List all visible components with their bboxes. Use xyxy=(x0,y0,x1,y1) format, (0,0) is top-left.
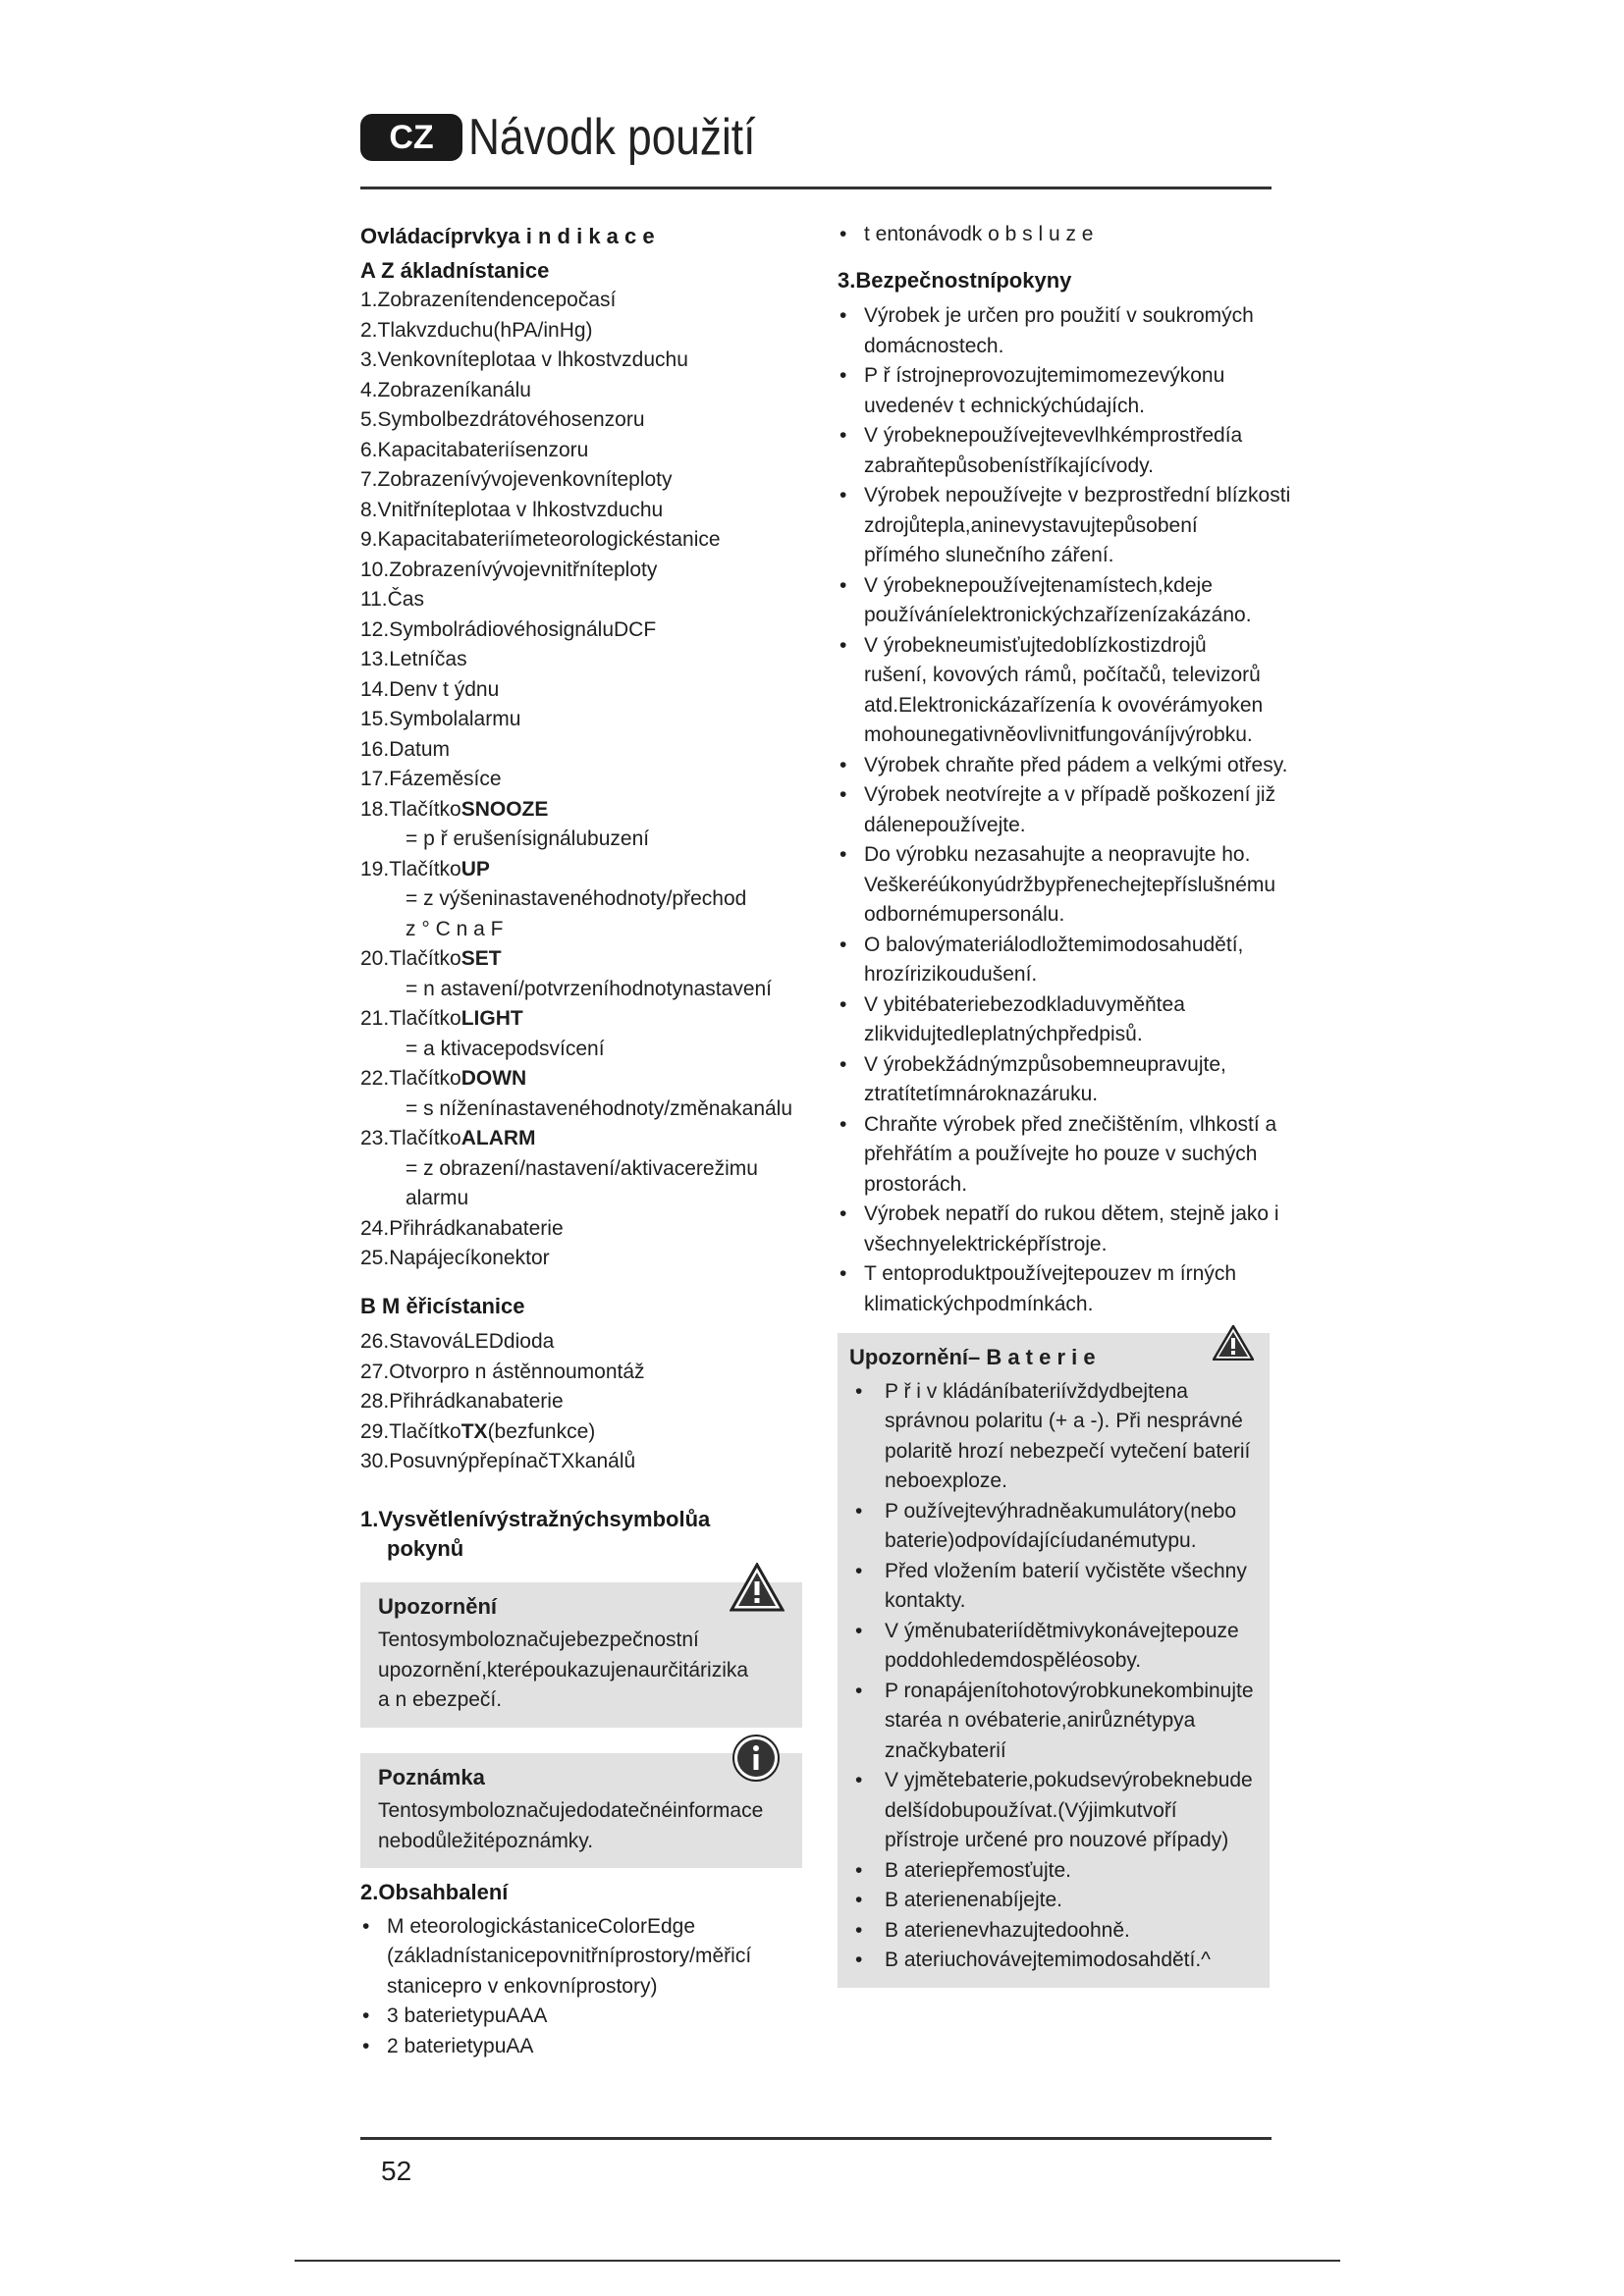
note-box xyxy=(360,1753,802,1869)
safety-item-line: odbornémupersonálu. xyxy=(864,903,1065,926)
battery-item-line: • V yjmětebaterie,pokudsevýrobeknebude xyxy=(885,1769,1253,1791)
warning-text xyxy=(378,1626,785,1716)
list-item: 11.Čas xyxy=(360,588,424,611)
battery-item xyxy=(849,1557,1254,1617)
section-1-heading: 1.Vysvětlenívýstražnýchsymbolůa xyxy=(360,1506,711,1531)
safety-item xyxy=(838,481,1291,571)
language-badge: CZ xyxy=(360,114,462,161)
note-text-line: Tentosymboloznačujedodatečnéinformace xyxy=(378,1799,764,1822)
button-light-item: 21.TlačítkoLIGHT xyxy=(360,1007,523,1030)
battery-item-line: správnou polaritu (+ a -). Při nesprávné xyxy=(885,1410,1243,1432)
safety-item-line: hrozírizikoudušení. xyxy=(864,963,1038,986)
safety-item xyxy=(838,751,1288,781)
button-snooze-desc: = p ř erušenísignálubuzení xyxy=(406,828,650,850)
safety-item-line: atd.Elektronickázařízenía k ovovérámyoken xyxy=(864,693,1264,717)
list-item: 17.Fázeměsíce xyxy=(360,768,502,790)
package-item-line: • 2 baterietypuAA xyxy=(387,2034,534,2057)
base-station-list xyxy=(360,286,802,795)
battery-item xyxy=(849,1766,1254,1856)
safety-item-line: všechnyelektricképřístroje. xyxy=(864,1232,1108,1255)
base-station-heading: A Z ákladnístanice xyxy=(360,257,550,283)
list-item: 24.Přihrádkanabaterie xyxy=(360,1216,564,1240)
battery-item-line: polaritě hrozí nebezpečí vytečení baterií xyxy=(885,1439,1251,1463)
battery-warning-title: Upozornění– B a t e r i e xyxy=(849,1345,1096,1369)
battery-item xyxy=(849,1617,1254,1677)
safety-item-line: • P ř ístrojneprovozujtemimomezevýkonu xyxy=(864,364,1225,387)
package-list xyxy=(360,1912,802,2062)
safety-item-line: přímého slunečního záření. xyxy=(864,544,1114,566)
safety-item-line: • O balovýmateriálodložtemimodosahudětí, xyxy=(864,933,1244,956)
battery-item-line: • V ýměnubateriídětmivykonávejtepouze xyxy=(885,1619,1239,1642)
safety-item-line: mohounegativněovlivnitfungováníjvýrobku. xyxy=(864,723,1253,746)
battery-item xyxy=(849,1946,1254,1976)
footer-divider xyxy=(360,2137,1272,2140)
safety-item-line: ztratítetímnároknazáruku. xyxy=(864,1083,1099,1105)
battery-item-line: • P ř i v kládáníbateriívždydbejtena xyxy=(885,1379,1188,1403)
warning-triangle-icon xyxy=(730,1563,785,1612)
safety-item-line: uvedenév t echnickýchúdajích. xyxy=(864,394,1146,417)
button-snooze-item: 18.TlačítkoSNOOZE xyxy=(360,797,549,821)
list-item: 4.Zobrazeníkanálu xyxy=(360,378,531,401)
note-text-line: nebodůležitépoznámky. xyxy=(378,1829,594,1852)
list-item: 12.SymbolrádiovéhosignáluDCF xyxy=(360,617,657,641)
safety-item-line: • Chraňte výrobek před znečištěním, vlhkostí a xyxy=(864,1112,1277,1136)
battery-warning-box xyxy=(838,1333,1270,1988)
button-tx-item: 29.TlačítkoTX(bezfunkce) xyxy=(360,1419,596,1443)
warning-text-line: a n ebezpečí. xyxy=(378,1688,503,1711)
list-item: 7.Zobrazenívývojevenkovníteploty xyxy=(360,468,673,491)
list-item: 30.PosuvnýpřepínačTXkanálů xyxy=(360,1450,636,1472)
list-item: 28.Přihrádkanabaterie xyxy=(360,1390,564,1413)
section-1-heading-2: pokynů xyxy=(387,1536,464,1561)
section-3-heading: 3.Bezpečnostnípokyny xyxy=(838,267,1072,293)
safety-item xyxy=(838,990,1270,1050)
safety-item-line: • Výrobek je určen pro použití v soukromých xyxy=(864,304,1254,327)
battery-item-line: • B aterienenabíjejte. xyxy=(885,1889,1062,1911)
warning-box xyxy=(360,1582,802,1728)
safety-item-line: dálenepoužívejte. xyxy=(864,813,1026,836)
safety-item xyxy=(838,301,1270,361)
safety-item-line: • V ýrobekneumisťujtedoblízkostizdrojů xyxy=(864,633,1207,657)
battery-item-line: • P ronapájenítohotovýrobkunekombinujte xyxy=(885,1679,1254,1702)
page-header xyxy=(360,110,806,165)
safety-item-line: přehřátím a používejte ho pouze v suchých xyxy=(864,1143,1258,1165)
note-title: Poznámka xyxy=(378,1764,485,1789)
battery-item-line: baterie)odpovídajícíudanémutypu. xyxy=(885,1529,1197,1552)
safety-item-line: • Výrobek neotvírejte a v případě poškození již xyxy=(864,783,1276,806)
safety-item xyxy=(838,631,1270,751)
info-icon xyxy=(731,1734,781,1783)
battery-item-line: • P oužívejtevýhradněakumulátory(nebo xyxy=(885,1499,1236,1522)
package-item xyxy=(360,1912,802,2002)
safety-item xyxy=(838,1200,1279,1259)
safety-item xyxy=(838,780,1276,840)
battery-item xyxy=(849,1497,1254,1557)
safety-item xyxy=(838,1050,1270,1110)
battery-item-line: poddohledemdospěléosoby. xyxy=(885,1649,1142,1672)
battery-item-line: kontakty. xyxy=(885,1589,966,1612)
safety-item-line: • V ýrobeknepoužívejtevevlhkémprostředía xyxy=(864,424,1243,447)
list-item: 16.Datum xyxy=(360,737,451,761)
list-item: • t entonávodk o b s l u z e xyxy=(838,220,1270,250)
list-item: 27.Otvorpro n ástěnnoumontáž xyxy=(360,1360,645,1383)
package-item-line: (základnístanicepovnitřníprostory/měřicí xyxy=(387,1945,752,1967)
battery-item-line: • B aterienevhazujtedoohně. xyxy=(885,1918,1130,1942)
safety-item-line: • V ýrobeknepoužívejtenamístech,kdeje xyxy=(864,573,1213,597)
list-item: 8.Vnitřníteplotaa v lhkostvzduchu xyxy=(360,498,664,521)
list-item: 25.Napájecíkonektor xyxy=(360,1247,550,1269)
list-item: 6.Kapacitabateriísenzoru xyxy=(360,438,589,461)
safety-item-line: • Do výrobku nezasahujte a neopravujte ho. xyxy=(864,843,1251,866)
list-item: 14.Denv t ýdnu xyxy=(360,677,500,701)
page-number: 52 xyxy=(381,2156,412,2186)
battery-item-line: • Před vložením baterií vyčistěte všechny xyxy=(885,1559,1247,1582)
warning-title: Upozornění xyxy=(378,1593,497,1619)
button-set-desc: = n astavení/potvrzeníhodnotynastavení xyxy=(406,977,773,1000)
list-item: 10.Zobrazenívývojevnitřníteploty xyxy=(360,558,658,581)
list-item: 13.Letníčas xyxy=(360,648,467,670)
battery-item-line: neboexploze. xyxy=(885,1469,1007,1492)
safety-list xyxy=(838,301,1291,1319)
list-item: 2.Tlakvzduchu(hPA/inHg) xyxy=(360,318,593,342)
safety-item-line: • V ýrobekžádnýmzpůsobemneupravujte, xyxy=(864,1052,1226,1076)
warning-text-line: Tentosymboloznačujebezpečnostní xyxy=(378,1629,699,1651)
button-up-desc: = z výšeninastavenéhodnoty/přechod xyxy=(406,887,747,910)
safety-item-line: Veškeréúkonyúdržbypřenechejtepříslušnému xyxy=(864,873,1276,896)
safety-item xyxy=(838,1259,1270,1319)
safety-item-line: • V ybitébateriebezodkladuvyměňtea xyxy=(864,992,1185,1016)
battery-item xyxy=(849,1916,1254,1947)
list-item: 9.Kapacitabateriímeteorologickéstanice xyxy=(360,528,721,551)
safety-item-line: zabraňtepůsobenístříkajícívody. xyxy=(864,454,1154,477)
package-item xyxy=(360,2032,802,2062)
note-text xyxy=(378,1796,785,1856)
battery-item-line: • B ateriepřemosťujte. xyxy=(885,1858,1071,1882)
package-item xyxy=(360,2002,802,2032)
button-light-desc: = a ktivacepodsvícení xyxy=(406,1037,605,1060)
button-alarm-item: 23.TlačítkoALARM xyxy=(360,1127,536,1149)
list-item: 26.StavováLEDdioda xyxy=(360,1330,555,1353)
battery-item xyxy=(849,1886,1254,1916)
button-up-item: 19.TlačítkoUP xyxy=(360,857,490,881)
list-item: 1.Zobrazenítendencepočasí xyxy=(360,289,617,311)
battery-item xyxy=(849,1377,1254,1497)
safety-item-line: používáníelektronickýchzařízenízakázáno. xyxy=(864,604,1252,626)
safety-item-line: • Výrobek nepoužívejte v bezprostřední blízkosti xyxy=(864,484,1291,507)
battery-item xyxy=(849,1677,1254,1767)
page-bottom-line xyxy=(295,2260,1340,2262)
safety-item-line: • Výrobek chraňte před pádem a velkými otřesy. xyxy=(864,753,1288,776)
sensor-list xyxy=(360,1327,802,1417)
safety-item xyxy=(838,840,1276,931)
section-2-heading: 2.Obsahbalení xyxy=(360,1880,509,1904)
battery-list xyxy=(849,1377,1254,1976)
safety-item-line: • T entoproduktpoužívejtepouzev m írných xyxy=(864,1262,1236,1285)
battery-item-line: delšídobupoužívat.(Výjimkutvoří xyxy=(885,1798,1177,1822)
button-set-item: 20.TlačítkoSET xyxy=(360,947,502,970)
safety-item-line: rušení, kovových rámů, počítačů, televizorů xyxy=(864,664,1261,686)
right-column xyxy=(838,220,1291,1988)
safety-item-line: zlikvidujtedleplatnýchpředpisů. xyxy=(864,1023,1143,1045)
safety-item xyxy=(838,361,1270,421)
list-item: 15.Symbolalarmu xyxy=(360,708,521,730)
safety-item-line: klimatickýchpodmínkách. xyxy=(864,1292,1094,1315)
safety-item-line: domácnostech. xyxy=(864,334,1004,357)
warning-triangle-icon xyxy=(1213,1325,1254,1361)
battery-item-line: • B ateriuchovávejtemimodosahdětí.^ xyxy=(885,1949,1212,1971)
safety-item xyxy=(838,571,1270,631)
sensor-heading: B M ěřicístanice xyxy=(360,1293,525,1318)
button-alarm-desc-2: alarmu xyxy=(406,1187,469,1209)
safety-item xyxy=(838,421,1270,481)
list-item: 5.Symbolbezdrátovéhosenzoru xyxy=(360,408,645,431)
safety-item-line: • Výrobek nepatří do rukou dětem, stejně jako i xyxy=(864,1202,1279,1225)
left-column xyxy=(360,222,802,2061)
controls-heading: Ovládacíprvkya i n d i k a c e xyxy=(360,224,655,248)
header-divider xyxy=(360,187,1272,189)
page-title: Návodk použití xyxy=(468,109,756,166)
button-down-desc: = s níženínastavenéhodnoty/změnakanálu xyxy=(406,1096,793,1120)
button-up-desc-2: z ° C n a F xyxy=(406,917,504,940)
battery-item-line: značkybaterií xyxy=(885,1738,1006,1762)
safety-item xyxy=(838,1110,1277,1201)
package-item-line: • M eteorologickástaniceColorEdge xyxy=(387,1914,696,1938)
button-alarm-desc: = z obrazení/nastavení/aktivacerežimu xyxy=(406,1156,758,1180)
safety-item-line: prostorách. xyxy=(864,1172,968,1196)
warning-text-line: upozornění,kterépoukazujenaurčitárizika xyxy=(378,1658,749,1682)
safety-item-line: zdrojůtepla,aninevystavujtepůsobení xyxy=(864,513,1198,537)
battery-item-line: staréa n ovébaterie,anirůznétypya xyxy=(885,1709,1196,1732)
safety-item xyxy=(838,931,1270,990)
battery-item xyxy=(849,1856,1254,1887)
button-down-item: 22.TlačítkoDOWN xyxy=(360,1067,527,1090)
battery-item-line: přístroje určené pro nouzové případy) xyxy=(885,1829,1229,1851)
list-item: 3.Venkovníteplotaa v lhkostvzduchu xyxy=(360,348,688,371)
package-item-line: stanicepro v enkovníprostory) xyxy=(387,1974,658,1998)
package-item-line: • 3 baterietypuAAA xyxy=(387,2004,548,2027)
